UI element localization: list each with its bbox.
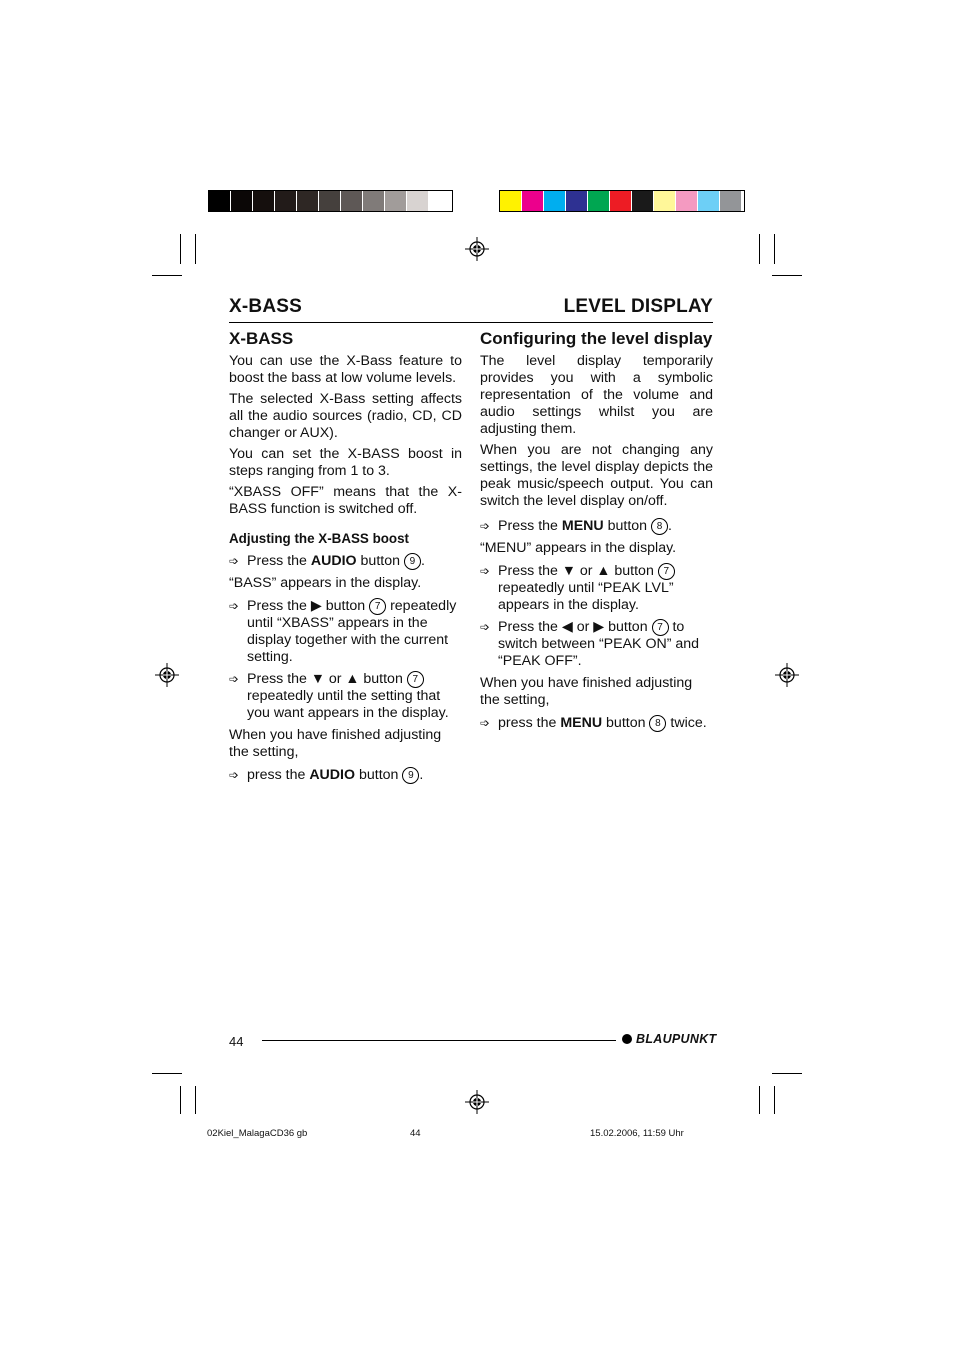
color-swatch [654,191,676,211]
slug-page: 44 [410,1128,421,1139]
color-swatch [632,191,654,211]
crop-mark [772,275,802,276]
logo-dot-icon [622,1034,632,1044]
color-swatch [407,191,429,211]
section-heading-xbass: X-BASS [229,329,294,348]
button-name: AUDIO [310,553,357,569]
section-heading-level-display: Configuring the level display [480,329,713,348]
instruction-step [229,671,462,722]
color-swatch [698,191,720,211]
paragraph: The level display temporarily provides you with a symbolic representation of the volume and audio settings whilst you are adjusting them. [480,353,713,437]
crop-mark [772,1073,802,1074]
color-swatch [385,191,407,211]
crop-mark [180,234,181,264]
paragraph: When you have finished adjusting the setting, [229,727,442,760]
grayscale-strip [208,190,453,212]
color-swatch [253,191,275,211]
arrow-bullet-icon: ➩ [480,564,491,578]
registration-mark-icon [775,663,799,687]
slug-datetime: 15.02.2006, 11:59 Uhr [590,1128,684,1139]
crop-mark [774,1086,775,1114]
registration-mark-icon [465,237,489,261]
step-text: . [419,767,424,783]
color-swatch [429,191,451,211]
step-text: twice. [666,715,707,731]
instruction-step [229,767,462,784]
step-text: to switch between “PEAK ON” and “PEAK OFF”. [498,619,700,669]
instruction-step [480,518,713,535]
arrow-bullet-icon: ➩ [480,716,491,730]
color-swatch [209,191,231,211]
step-text: Press the [498,518,562,534]
button-name: AUDIO [309,767,356,783]
button-number-badge: 8 [651,518,668,535]
paragraph: You can set the X-BASS boost in steps ranging from 1 to 3. [229,446,462,479]
arrow-bullet-icon: ➩ [229,599,240,613]
step-text: press the [247,767,310,783]
step-text: Press the ▼ or ▲ button [247,671,407,687]
instruction-step [480,619,713,670]
brand-name: BLAUPUNKT [636,1032,717,1046]
running-header-right: LEVEL DISPLAY [563,296,713,317]
header-rule [229,322,713,323]
paragraph: “XBASS OFF” means that the X-BASS function is switched off. [229,484,462,517]
paragraph: When you have finished adjusting the setting, [480,675,693,708]
slug-filename: 02Kiel_MalagaCD36 gb [207,1128,308,1139]
arrow-bullet-icon: ➩ [229,554,240,568]
step-text: Press the ◀ or ▶ button [498,619,652,635]
color-swatch [341,191,363,211]
subheading-adjusting-xbass: Adjusting the X-BASS boost [229,531,410,546]
crop-mark [152,275,182,276]
paragraph: The selected X-Bass setting affects all the audio sources (radio, CD, CD changer or AUX). [229,391,462,441]
step-text: button [356,553,404,569]
color-swatch [275,191,297,211]
button-number-badge: 7 [369,598,386,615]
instruction-step [229,553,462,570]
brand-logo [622,1032,716,1046]
right-column [480,328,713,737]
color-swatch [363,191,385,211]
step-text: Press the ▼ or ▲ button [498,563,658,579]
color-swatch [231,191,253,211]
step-text: press the [498,715,561,731]
button-number-badge: 9 [402,767,419,784]
color-swatch [544,191,566,211]
step-text: button [355,767,403,783]
result-text: “MENU” appears in the display. [480,540,677,556]
left-column [229,328,462,789]
paragraph: You can use the X-Bass feature to boost the bass at low volume levels. [229,353,462,386]
color-swatch [500,191,522,211]
color-strip [499,190,745,212]
button-name: MENU [561,518,604,534]
color-swatch [588,191,610,211]
registration-mark-icon [465,1090,489,1114]
instruction-step [480,715,713,732]
color-swatch [610,191,632,211]
crop-mark [774,234,775,264]
crop-mark [152,1073,182,1074]
arrow-bullet-icon: ➩ [480,519,491,533]
color-swatch [297,191,319,211]
crop-mark [759,234,760,264]
color-swatch [676,191,698,211]
color-swatch [566,191,588,211]
button-number-badge: 9 [404,553,421,570]
step-text: Press the ▶ button [247,598,370,614]
button-number-badge: 8 [649,715,666,732]
step-text: button [602,715,650,731]
running-header-left: X-BASS [229,296,302,317]
button-number-badge: 7 [652,619,669,636]
step-text: repeatedly until “XBASS” appears in the display together with the current setting. [247,598,457,665]
result-text: “BASS” appears in the display. [229,575,422,591]
crop-mark [180,1086,181,1114]
crop-mark [195,234,196,264]
step-text: Press the [247,553,311,569]
instruction-step [229,598,462,666]
button-number-badge: 7 [658,563,675,580]
page-number: 44 [229,1034,244,1049]
button-number-badge: 7 [407,671,424,688]
paragraph: When you are not changing any settings, the level display depicts the peak music/speech output. You can switch the level display on/off. [480,442,713,509]
crop-mark [759,1086,760,1114]
color-swatch [522,191,544,211]
step-text: repeatedly until the setting that you want appears in the display. [247,688,449,721]
step-text: . [668,518,672,534]
button-name: MENU [560,715,603,731]
arrow-bullet-icon: ➩ [480,620,491,634]
footer-rule [262,1040,616,1041]
color-swatch [720,191,742,211]
step-text: button [603,518,651,534]
step-text: repeatedly until “PEAK LVL” appears in the display. [498,580,674,613]
instruction-step [480,563,713,614]
arrow-bullet-icon: ➩ [229,672,240,686]
registration-mark-icon [155,663,179,687]
step-text: . [420,553,425,569]
color-swatch [319,191,341,211]
arrow-bullet-icon: ➩ [229,768,240,782]
crop-mark [195,1086,196,1114]
